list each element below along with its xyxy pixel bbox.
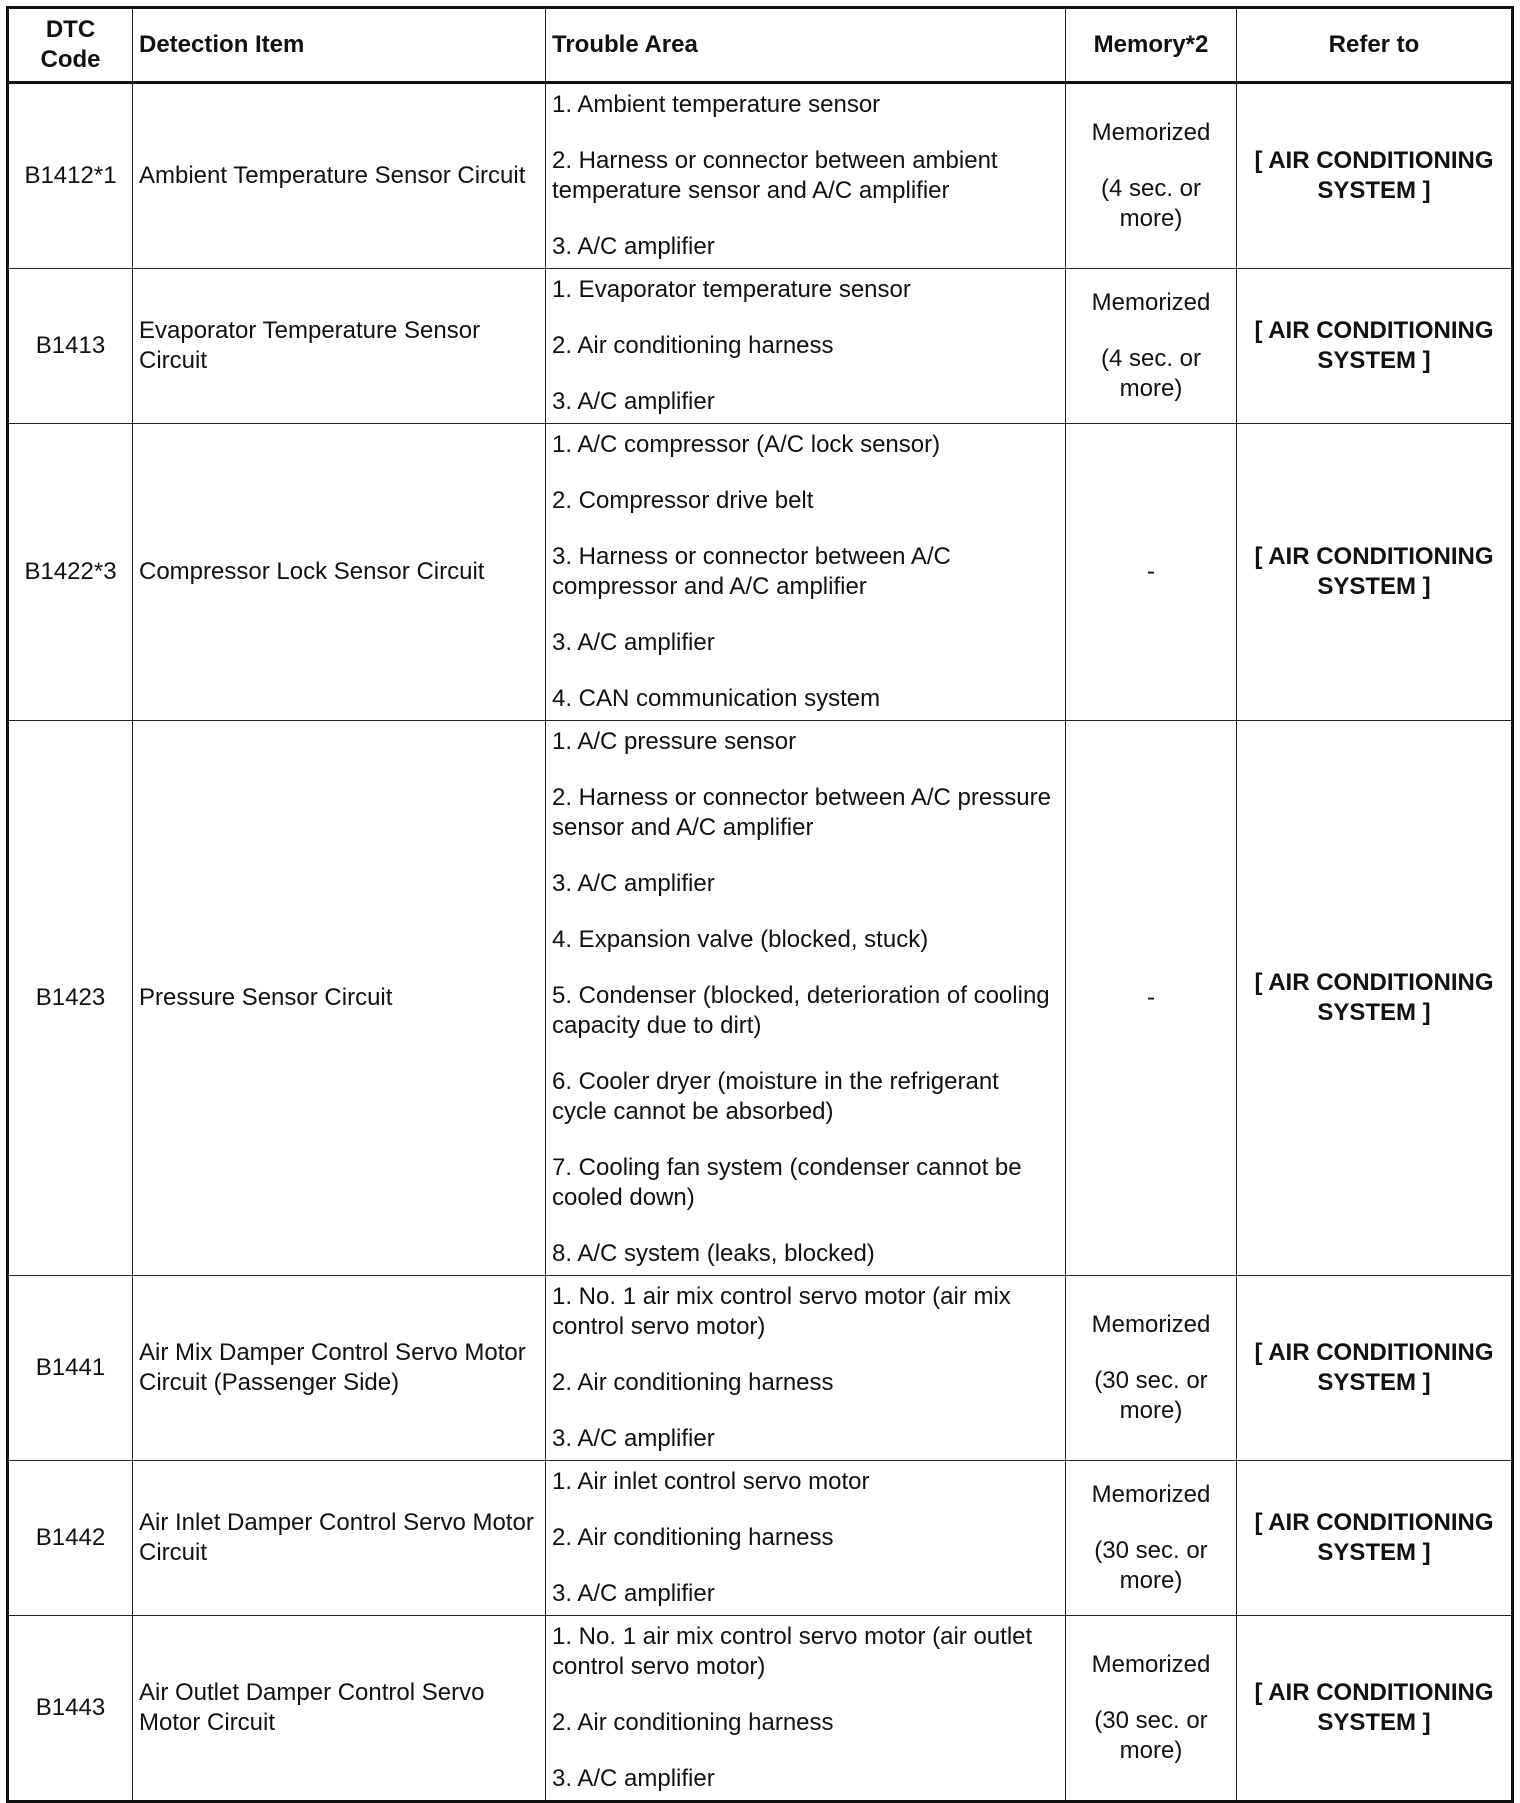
detection-item-cell: Ambient Temperature Sensor Circuit bbox=[133, 83, 546, 269]
table-row bbox=[8, 83, 1513, 269]
trouble-area-item: 2. Air conditioning harness bbox=[552, 332, 834, 359]
header-detection-item: Detection Item bbox=[133, 8, 546, 83]
trouble-area-item: 2. Harness or connector between A/C pressure sensor and A/C amplifier bbox=[552, 784, 1051, 841]
header-refer-to: Refer to bbox=[1237, 8, 1513, 83]
trouble-area-item: 7. Cooling fan system (condenser cannot be cooled down) bbox=[552, 1154, 1022, 1211]
dtc-code-cell: B1412*1 bbox=[8, 83, 133, 269]
memory-cell bbox=[1066, 1461, 1237, 1616]
memory-status: - bbox=[1147, 558, 1155, 585]
memory-duration: (30 sec. or more) bbox=[1094, 1367, 1208, 1424]
trouble-area-item: 3. A/C amplifier bbox=[552, 1580, 715, 1607]
memory-status: - bbox=[1147, 984, 1155, 1011]
memory-cell bbox=[1066, 83, 1237, 269]
air-conditioning-system-link[interactable]: [ AIR CONDITIONING SYSTEM ] bbox=[1254, 1679, 1494, 1736]
table-header bbox=[8, 8, 1513, 83]
refer-to-cell bbox=[1237, 1461, 1513, 1616]
table-row bbox=[8, 1276, 1513, 1461]
table-row bbox=[8, 721, 1513, 1276]
trouble-area-item: 3. A/C amplifier bbox=[552, 870, 715, 897]
dtc-code-cell: B1442 bbox=[8, 1461, 133, 1616]
refer-to-cell bbox=[1237, 721, 1513, 1276]
header-trouble-area: Trouble Area bbox=[546, 8, 1066, 83]
memory-duration: (4 sec. or more) bbox=[1100, 345, 1202, 402]
trouble-area-list bbox=[552, 1622, 1059, 1794]
table-row bbox=[8, 1461, 1513, 1616]
memory-status: Memorized bbox=[1091, 119, 1211, 146]
trouble-area-cell bbox=[546, 83, 1066, 269]
air-conditioning-system-link[interactable]: [ AIR CONDITIONING SYSTEM ] bbox=[1254, 969, 1494, 1026]
trouble-area-item: 6. Cooler dryer (moisture in the refrigerant cycle cannot be absorbed) bbox=[552, 1068, 999, 1125]
trouble-area-list bbox=[552, 275, 1059, 417]
refer-to-cell bbox=[1237, 269, 1513, 424]
header-row bbox=[8, 8, 1513, 83]
dtc-code-cell: B1441 bbox=[8, 1276, 133, 1461]
air-conditioning-system-link[interactable]: [ AIR CONDITIONING SYSTEM ] bbox=[1254, 317, 1494, 374]
trouble-area-list bbox=[552, 727, 1059, 1269]
memory-cell bbox=[1066, 424, 1237, 721]
trouble-area-item: 2. Air conditioning harness bbox=[552, 1709, 834, 1736]
detection-item-cell: Pressure Sensor Circuit bbox=[133, 721, 546, 1276]
trouble-area-cell bbox=[546, 1276, 1066, 1461]
memory-cell bbox=[1066, 269, 1237, 424]
trouble-area-cell bbox=[546, 269, 1066, 424]
memory-status: Memorized bbox=[1091, 1651, 1211, 1678]
trouble-area-list bbox=[552, 430, 1059, 714]
dtc-code-cell: B1443 bbox=[8, 1616, 133, 1802]
memory-status: Memorized bbox=[1091, 1481, 1211, 1508]
trouble-area-item: 3. Harness or connector between A/C compressor and A/C amplifier bbox=[552, 543, 951, 600]
table-row bbox=[8, 269, 1513, 424]
trouble-area-item: 1. Air inlet control servo motor bbox=[552, 1468, 870, 1495]
dtc-code-cell: B1423 bbox=[8, 721, 133, 1276]
memory-duration: (4 sec. or more) bbox=[1100, 175, 1202, 232]
air-conditioning-system-link[interactable]: [ AIR CONDITIONING SYSTEM ] bbox=[1254, 543, 1494, 600]
trouble-area-item: 3. A/C amplifier bbox=[552, 629, 715, 656]
trouble-area-list bbox=[552, 1467, 1059, 1609]
trouble-area-cell bbox=[546, 1461, 1066, 1616]
memory-duration: (30 sec. or more) bbox=[1094, 1707, 1208, 1764]
trouble-area-item: 2. Air conditioning harness bbox=[552, 1369, 834, 1396]
air-conditioning-system-link[interactable]: [ AIR CONDITIONING SYSTEM ] bbox=[1254, 1339, 1494, 1396]
memory-cell bbox=[1066, 721, 1237, 1276]
trouble-area-item: 3. A/C amplifier bbox=[552, 1765, 715, 1792]
trouble-area-list bbox=[552, 1282, 1059, 1454]
refer-to-cell bbox=[1237, 83, 1513, 269]
memory-duration: (30 sec. or more) bbox=[1094, 1537, 1208, 1594]
trouble-area-item: 3. A/C amplifier bbox=[552, 388, 715, 415]
dtc-code-cell: B1413 bbox=[8, 269, 133, 424]
detection-item-cell: Air Mix Damper Control Servo Motor Circuit (Passenger Side) bbox=[133, 1276, 546, 1461]
memory-cell bbox=[1066, 1616, 1237, 1802]
trouble-area-item: 1. A/C pressure sensor bbox=[552, 728, 797, 755]
table-row bbox=[8, 1616, 1513, 1802]
trouble-area-item: 1. No. 1 air mix control servo motor (air outlet control servo motor) bbox=[552, 1623, 1033, 1680]
trouble-area-list bbox=[552, 90, 1059, 262]
refer-to-cell bbox=[1237, 1616, 1513, 1802]
table-row bbox=[8, 424, 1513, 721]
trouble-area-cell bbox=[546, 424, 1066, 721]
air-conditioning-system-link[interactable]: [ AIR CONDITIONING SYSTEM ] bbox=[1254, 147, 1494, 204]
detection-item-cell: Air Inlet Damper Control Servo Motor Circuit bbox=[133, 1461, 546, 1616]
detection-item-cell: Compressor Lock Sensor Circuit bbox=[133, 424, 546, 721]
header-memory: Memory*2 bbox=[1066, 8, 1237, 83]
trouble-area-item: 5. Condenser (blocked, deterioration of cooling capacity due to dirt) bbox=[552, 982, 1050, 1039]
trouble-area-item: 8. A/C system (leaks, blocked) bbox=[552, 1240, 875, 1267]
dtc-code-cell: B1422*3 bbox=[8, 424, 133, 721]
trouble-area-item: 4. CAN communication system bbox=[552, 685, 881, 712]
air-conditioning-system-link[interactable]: [ AIR CONDITIONING SYSTEM ] bbox=[1254, 1509, 1494, 1566]
trouble-area-item: 1. Ambient temperature sensor bbox=[552, 91, 881, 118]
memory-status: Memorized bbox=[1091, 1311, 1211, 1338]
memory-status: Memorized bbox=[1091, 289, 1211, 316]
trouble-area-item: 1. Evaporator temperature sensor bbox=[552, 276, 911, 303]
refer-to-cell bbox=[1237, 424, 1513, 721]
trouble-area-item: 1. No. 1 air mix control servo motor (air mix control servo motor) bbox=[552, 1283, 1011, 1340]
refer-to-cell bbox=[1237, 1276, 1513, 1461]
table-body bbox=[8, 83, 1513, 1802]
trouble-area-cell bbox=[546, 1616, 1066, 1802]
trouble-area-item: 4. Expansion valve (blocked, stuck) bbox=[552, 926, 929, 953]
trouble-area-item: 2. Harness or connector between ambient temperature sensor and A/C amplifier bbox=[552, 147, 998, 204]
detection-item-cell: Evaporator Temperature Sensor Circuit bbox=[133, 269, 546, 424]
trouble-area-item: 3. A/C amplifier bbox=[552, 1425, 715, 1452]
memory-cell bbox=[1066, 1276, 1237, 1461]
detection-item-cell: Air Outlet Damper Control Servo Motor Circuit bbox=[133, 1616, 546, 1802]
trouble-area-item: 2. Air conditioning harness bbox=[552, 1524, 834, 1551]
trouble-area-item: 1. A/C compressor (A/C lock sensor) bbox=[552, 431, 941, 458]
trouble-area-item: 2. Compressor drive belt bbox=[552, 487, 814, 514]
header-dtc-code: DTC Code bbox=[8, 8, 133, 83]
trouble-area-item: 3. A/C amplifier bbox=[552, 233, 715, 260]
trouble-area-cell bbox=[546, 721, 1066, 1276]
dtc-table bbox=[6, 6, 1514, 1803]
